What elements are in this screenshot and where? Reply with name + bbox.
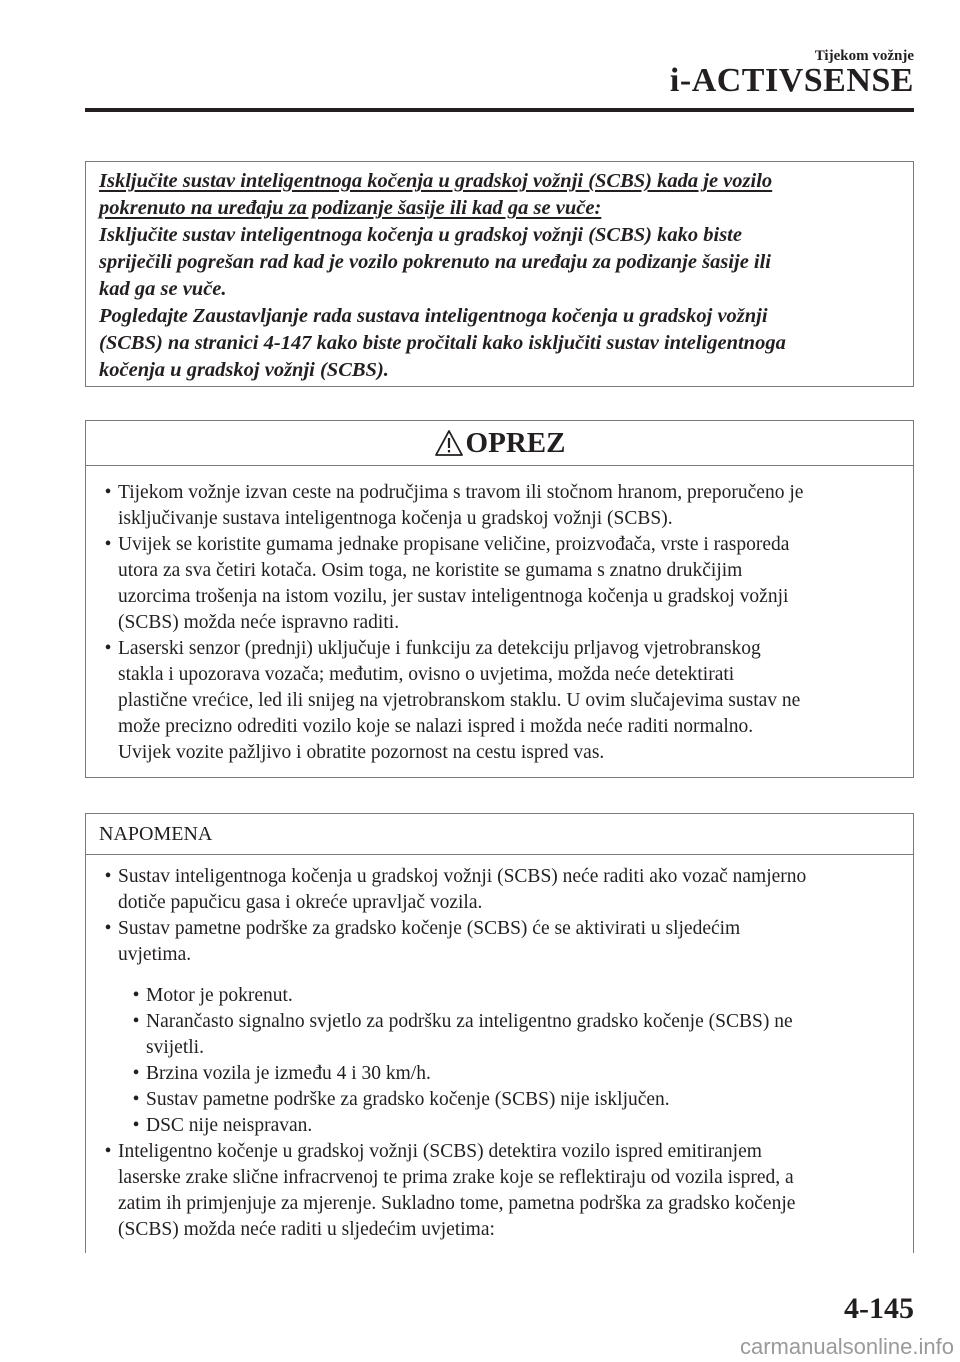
note-item bbox=[86, 916, 913, 1139]
watermark: carmanualsonline.info bbox=[739, 1334, 954, 1359]
condition-line: DSC nije neispravan. bbox=[146, 1115, 313, 1136]
caution-item bbox=[86, 532, 913, 636]
condition-item bbox=[118, 1113, 905, 1139]
important-body-line: spriječili pogrešan rad kad je vozilo pokrenuto na uređaju za podizanje šasije ili bbox=[99, 251, 772, 273]
page-number: 4-145 bbox=[844, 1292, 914, 1325]
note-item-line: dotiče papučicu gasa i okreće upravljač vozila. bbox=[118, 892, 483, 913]
note-box bbox=[85, 813, 914, 1253]
note-item bbox=[86, 864, 913, 916]
caution-list bbox=[86, 466, 913, 766]
caution-item-line: Tijekom vožnje izvan ceste na područjima s travom ili stočnom hranom, preporučeno je bbox=[118, 482, 804, 503]
bullet-icon: • bbox=[104, 638, 112, 659]
caution-title: OPREZ bbox=[465, 426, 566, 459]
bullet-icon: • bbox=[132, 1089, 140, 1110]
condition-line: Sustav pametne podrške za gradsko kočenje (SCBS) nije isključen. bbox=[146, 1089, 670, 1110]
caution-item-line: plastične vrećice, led ili snijeg na vjetrobranskom staklu. U ovim slučajevima sustav ne bbox=[118, 690, 801, 711]
condition-line: Narančasto signalno svjetlo za podršku za inteligentno gradsko kočenje (SCBS) ne bbox=[146, 1011, 793, 1032]
bullet-icon: • bbox=[132, 985, 140, 1006]
note-header: NAPOMENA bbox=[86, 814, 913, 855]
caution-item-line: isključivanje sustava inteligentnoga kočenja u gradskoj vožnji (SCBS). bbox=[118, 508, 673, 529]
important-body-line: (SCBS) na stranici 4-147 kako biste pročitali kako isključiti sustav inteligentnoga bbox=[99, 332, 786, 354]
bullet-icon: • bbox=[132, 1011, 140, 1032]
important-heading-line: pokrenuto na uređaju za podizanje šasije ili kad ga se vuče: bbox=[99, 197, 602, 219]
caution-item-line: Uvijek se koristite gumama jednake propisane veličine, proizvođača, vrste i rasporeda bbox=[118, 534, 790, 555]
caution-item-line: (SCBS) možda neće ispravno raditi. bbox=[118, 612, 400, 633]
note-item-line: (SCBS) možda neće raditi u sljedećim uvjetima: bbox=[118, 1219, 495, 1240]
important-body-line: kočenja u gradskoj vožnji (SCBS). bbox=[99, 359, 389, 381]
important-body-line: Isključite sustav inteligentnoga kočenja u gradskoj vožnji (SCBS) kako biste bbox=[99, 224, 742, 246]
caution-item-line: utora za sva četiri kotača. Osim toga, ne koristite se gumama s znatno drukčijim bbox=[118, 560, 743, 581]
bullet-icon: • bbox=[104, 1141, 112, 1162]
warning-triangle-icon bbox=[434, 429, 464, 457]
caution-item bbox=[86, 636, 913, 766]
note-item-line: laserske zrake slične infracrvenoj te prima zrake koje se reflektiraju od vozila ispred, a bbox=[118, 1167, 794, 1188]
note-item-line: uvjetima. bbox=[118, 944, 192, 965]
condition-item bbox=[118, 1087, 905, 1113]
condition-item bbox=[118, 1009, 905, 1061]
note-item-line: zatim ih primjenjuje za mjerenje. Sukladno tome, pametna podrška za gradsko kočenje bbox=[118, 1193, 796, 1214]
bullet-icon: • bbox=[104, 918, 112, 939]
caution-header bbox=[86, 421, 913, 466]
caution-item-line: Uvijek vozite pažljivo i obratite pozornost na cestu ispred vas. bbox=[118, 742, 605, 763]
bullet-icon: • bbox=[104, 534, 112, 555]
note-item-line: Sustav inteligentnoga kočenja u gradskoj vožnji (SCBS) neće raditi ako vozač namjerno bbox=[118, 866, 807, 887]
bullet-icon: • bbox=[104, 866, 112, 887]
important-body-line: Pogledajte Zaustavljanje rada sustava inteligentnoga kočenja u gradskoj vožnji bbox=[99, 305, 768, 327]
bullet-icon: • bbox=[104, 482, 112, 503]
chapter-title: i-ACTIVSENSE bbox=[669, 62, 914, 99]
caution-item-line: Laserski senzor (prednji) uključuje i funkciju za detekciju prljavog vjetrobranskog bbox=[118, 638, 761, 659]
caution-item bbox=[86, 480, 913, 532]
conditions-list bbox=[118, 974, 905, 1139]
important-heading-line: Isključite sustav inteligentnoga kočenja u gradskoj vožnji (SCBS) kada je vozilo bbox=[99, 170, 773, 192]
note-item-line: Inteligentno kočenje u gradskoj vožnji (SCBS) detektira vozilo ispred emitiranjem bbox=[118, 1141, 762, 1162]
condition-line: Brzina vozila je između 4 i 30 km/h. bbox=[146, 1063, 431, 1084]
caution-box bbox=[85, 420, 914, 778]
caution-item-line: može precizno odrediti vozilo koje se nalazi ispred i možda neće raditi normalno. bbox=[118, 716, 754, 737]
condition-line: svijetli. bbox=[146, 1037, 204, 1058]
important-notice-box bbox=[85, 161, 914, 387]
caution-item-line: uzorcima trošenja na istom vozilu, jer sustav inteligentnoga kočenja u gradskoj vožnji bbox=[118, 586, 789, 607]
note-item-line: Sustav pametne podrške za gradsko kočenje (SCBS) će se aktivirati u sljedećim bbox=[118, 918, 741, 939]
header-rule bbox=[85, 108, 914, 112]
section-title: Tijekom vožnje bbox=[814, 48, 914, 64]
caution-item-line: stakla i upozorava vozača; međutim, ovisno o uvjetima, možda neće detektirati bbox=[118, 664, 735, 685]
condition-item bbox=[118, 983, 905, 1009]
bullet-icon: • bbox=[132, 1115, 140, 1136]
condition-item bbox=[118, 1061, 905, 1087]
important-body-line: kad ga se vuče. bbox=[99, 278, 227, 300]
bullet-icon: • bbox=[132, 1063, 140, 1084]
condition-line: Motor je pokrenut. bbox=[146, 985, 293, 1006]
note-list bbox=[86, 855, 913, 1243]
note-item bbox=[86, 1139, 913, 1243]
